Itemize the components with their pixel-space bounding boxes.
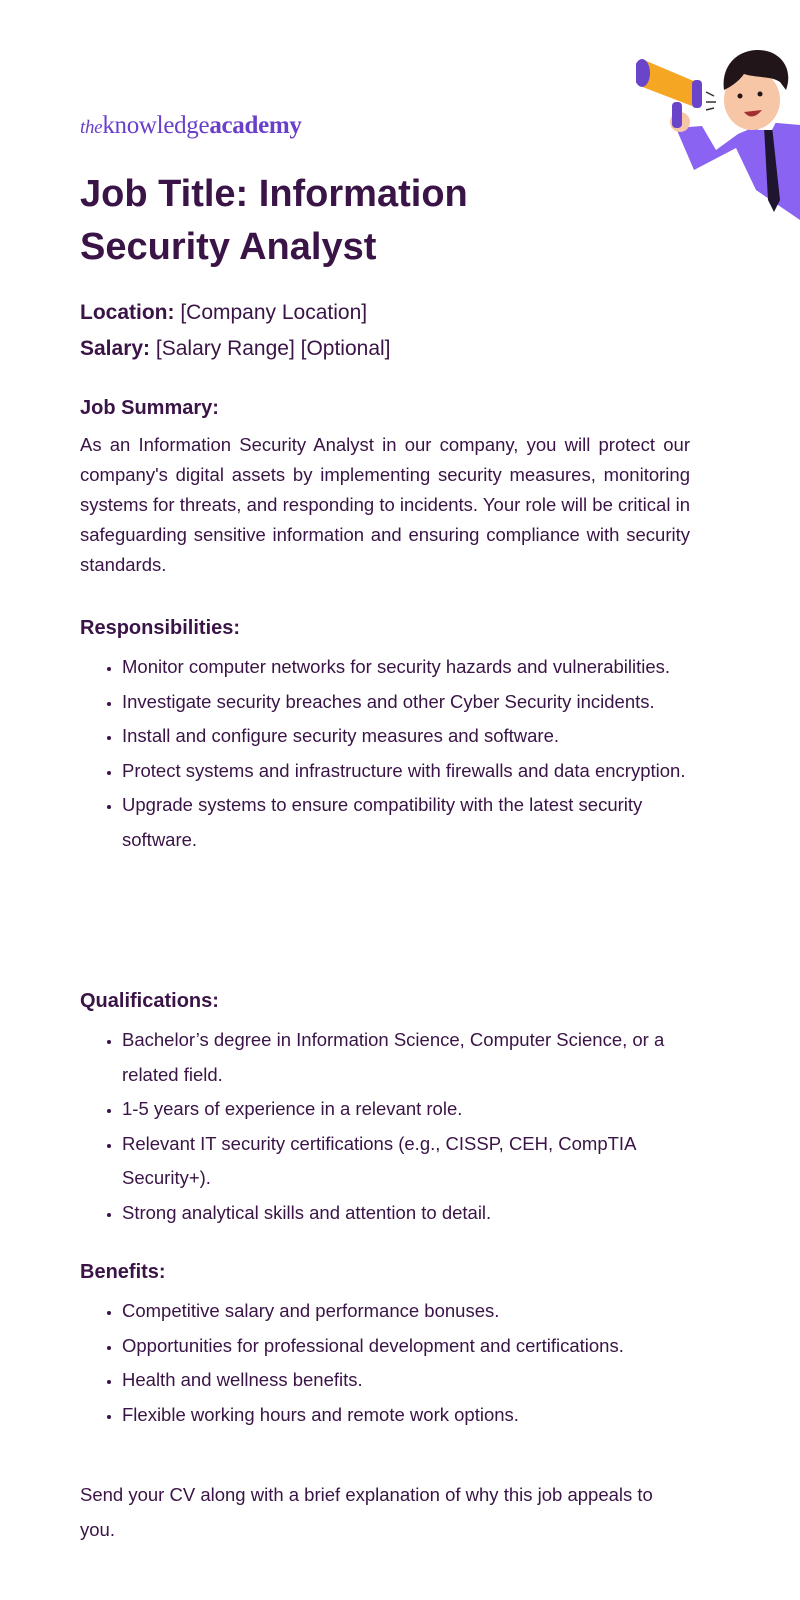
responsibilities-list: [80, 650, 690, 857]
list-item: • Competitive salary and performance bonuses.: [122, 1294, 760, 1329]
logo-prefix: the: [80, 117, 103, 138]
location-label: Location:: [80, 301, 175, 324]
brand-logo: [80, 112, 302, 140]
list-item: • Flexible working hours and remote work options.: [122, 1398, 760, 1433]
job-meta: [80, 295, 391, 367]
qualifications-list: [80, 1023, 720, 1230]
man-with-megaphone-illustration: [636, 30, 800, 220]
salary-row: [80, 331, 391, 367]
closing-text: Send your CV along with a brief explanation of why this job appeals to you.: [80, 1484, 653, 1540]
list-item: • Health and wellness benefits.: [122, 1363, 760, 1398]
summary-text: As an Information Security Analyst in our company, you will protect our company's digital assets by implementing security measures, monitoring systems for threats, and responding to incidents. Your role will be critical in safeguarding sensitive information and ensuring compliance with security standards.: [80, 434, 690, 575]
list-item: • Investigate security breaches and other Cyber Security incidents.: [122, 685, 690, 720]
benefits-section: [80, 1258, 760, 1432]
logo-word-knowledge: knowledge: [102, 112, 210, 139]
page-title: Job Title: Information Security Analyst: [80, 173, 468, 268]
location-value: [Company Location]: [174, 301, 368, 324]
benefits-list: [80, 1294, 760, 1432]
list-item: • 1-5 years of experience in a relevant role.: [122, 1092, 720, 1127]
megaphone-icon: [636, 59, 702, 128]
summary-section: [80, 394, 690, 580]
summary-heading: Job Summary:: [80, 397, 219, 419]
list-item: • Opportunities for professional development and certifications.: [122, 1329, 760, 1364]
salary-label: Salary:: [80, 337, 151, 360]
list-item: • Install and configure security measures and software.: [122, 719, 690, 754]
location-row: [80, 295, 391, 331]
list-item: • Upgrade systems to ensure compatibility with the latest security software.: [122, 788, 690, 857]
list-item: • Protect systems and infrastructure with firewalls and data encryption.: [122, 754, 690, 789]
responsibilities-heading: Responsibilities:: [80, 617, 241, 639]
list-item: • Monitor computer networks for security hazards and vulnerabilities.: [122, 650, 690, 685]
shirt-arm: [676, 122, 800, 220]
qualifications-heading: Qualifications:: [80, 990, 219, 1012]
benefits-heading: Benefits:: [80, 1261, 166, 1283]
list-item: • Relevant IT security certifications (e.g., CISSP, CEH, CompTIA Security+).: [122, 1127, 720, 1196]
salary-value: [Salary Range] [Optional]: [150, 337, 391, 360]
responsibilities-section: [80, 614, 690, 857]
list-item: • Strong analytical skills and attention to detail.: [122, 1196, 720, 1231]
list-item: • Bachelor’s degree in Information Science, Computer Science, or a related field.: [122, 1023, 720, 1092]
qualifications-section: [80, 987, 720, 1230]
logo-word-academy: academy: [209, 112, 302, 139]
